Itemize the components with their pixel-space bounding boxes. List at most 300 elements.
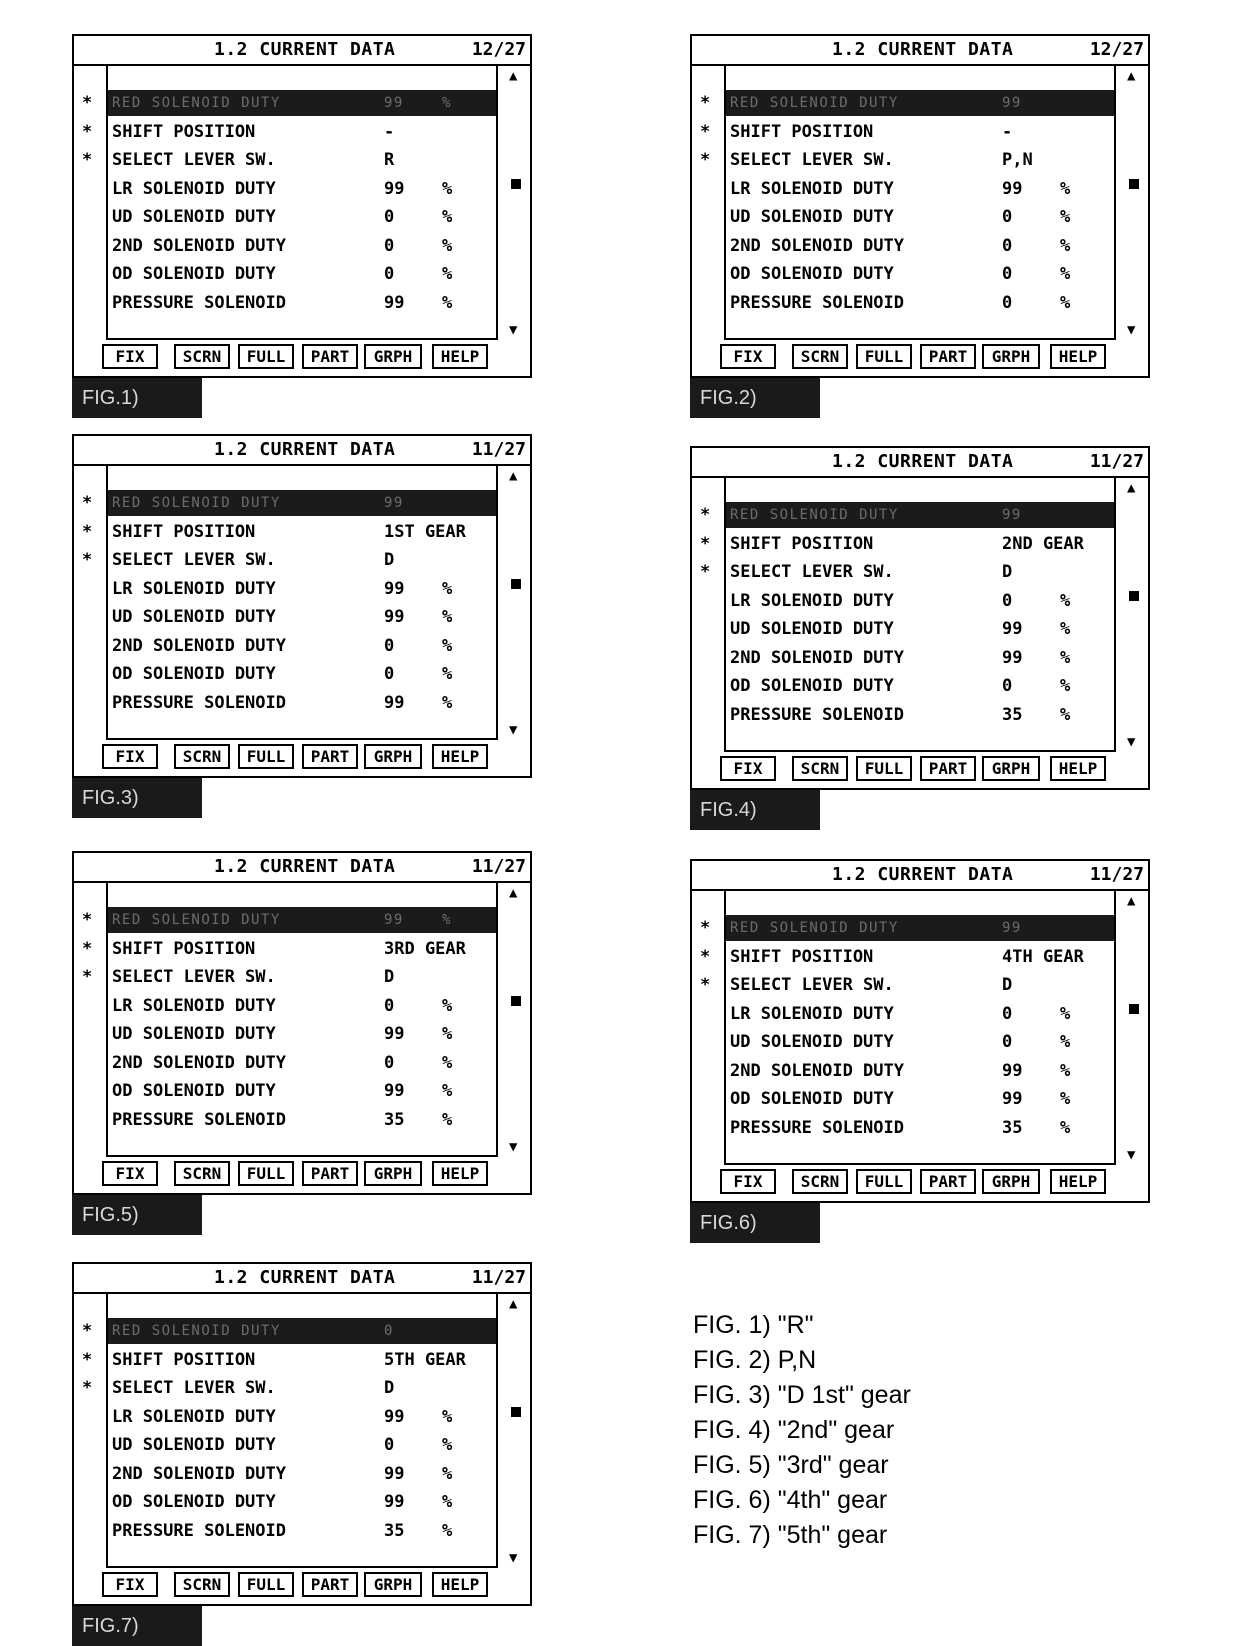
page-indicator: 12/27: [1089, 39, 1144, 60]
data-label: PRESSURE SOLENOID: [730, 704, 904, 725]
data-row[interactable]: [726, 559, 1114, 585]
fixed-item-marker: *: [82, 967, 93, 987]
data-row[interactable]: [726, 119, 1114, 145]
data-value: D: [384, 1378, 395, 1398]
function-key-part[interactable]: PART: [302, 1161, 358, 1186]
screen-header: [74, 853, 530, 883]
data-row[interactable]: [108, 547, 496, 573]
data-label: RED SOLENOID DUTY: [730, 507, 899, 523]
function-key-fix[interactable]: FIX: [720, 1169, 776, 1194]
screen-header: [74, 1264, 530, 1294]
data-row[interactable]: [108, 964, 496, 990]
data-row[interactable]: [108, 119, 496, 145]
data-value: 35: [384, 1109, 405, 1130]
data-unit: %: [442, 692, 453, 713]
legend-item: FIG. 3) "D 1st" gear: [693, 1381, 911, 1409]
data-value: 99: [384, 912, 404, 928]
data-row[interactable]: [726, 1086, 1114, 1112]
data-unit: %: [1060, 590, 1071, 611]
function-key-full[interactable]: FULL: [856, 1169, 912, 1194]
data-label: 2ND SOLENOID DUTY: [730, 1060, 904, 1081]
screen-title: 1.2 CURRENT DATA: [832, 864, 1014, 885]
fixed-item-marker: *: [700, 93, 711, 113]
data-unit: %: [1060, 704, 1071, 725]
data-list: [724, 64, 1116, 340]
data-label: OD SOLENOID DUTY: [112, 264, 276, 284]
data-label: UD SOLENOID DUTY: [112, 1435, 276, 1455]
data-value: 99: [384, 1024, 405, 1044]
page-indicator: 11/27: [471, 439, 526, 460]
figure-label: FIG.7): [72, 1606, 202, 1646]
screen-header: [74, 436, 530, 466]
data-row[interactable]: [108, 1375, 496, 1401]
function-key-fix[interactable]: FIX: [720, 344, 776, 369]
data-value: 0: [1002, 292, 1013, 313]
data-list: [106, 1292, 498, 1568]
scan-tool-screen: [690, 446, 1150, 790]
data-value: 99: [384, 178, 405, 199]
data-unit: %: [1060, 178, 1071, 199]
function-key-scrn[interactable]: SCRN: [792, 344, 848, 369]
data-row[interactable]: [108, 290, 496, 316]
scan-tool-panel: [690, 859, 1152, 1234]
data-label: LR SOLENOID DUTY: [112, 995, 276, 1016]
scroll-up-icon[interactable]: ▲: [509, 468, 518, 484]
data-value: -: [1002, 121, 1013, 142]
data-row[interactable]: [726, 261, 1114, 287]
function-key-help[interactable]: HELP: [1050, 756, 1106, 781]
data-row[interactable]: [108, 1347, 496, 1373]
scroll-thumb[interactable]: [1129, 179, 1139, 189]
legend-item: FIG. 5) "3rd" gear: [693, 1451, 889, 1479]
data-row[interactable]: [108, 233, 496, 259]
data-value: 0: [384, 207, 395, 227]
data-row[interactable]: [108, 1461, 496, 1487]
data-value: 4TH GEAR: [1002, 946, 1084, 967]
data-label: RED SOLENOID DUTY: [112, 1323, 281, 1339]
data-value: P,N: [1002, 150, 1033, 170]
data-value: 0: [1002, 676, 1013, 696]
data-list: [106, 881, 498, 1157]
function-key-scrn[interactable]: SCRN: [174, 1572, 230, 1597]
scrollbar[interactable]: [501, 881, 529, 1157]
data-value: 99: [384, 1492, 405, 1512]
scrollbar[interactable]: [501, 464, 529, 740]
function-key-full[interactable]: FULL: [238, 1161, 294, 1186]
data-row[interactable]: [726, 1058, 1114, 1084]
data-unit: %: [442, 292, 453, 313]
function-key-help[interactable]: HELP: [432, 1572, 488, 1597]
fixed-item-marker: *: [700, 505, 711, 525]
data-value: 99: [384, 1463, 405, 1484]
data-value: 99: [384, 95, 404, 111]
data-value: 1ST GEAR: [384, 521, 466, 542]
function-key-fix[interactable]: FIX: [102, 744, 158, 769]
data-row[interactable]: [108, 1318, 496, 1344]
data-value: 0: [1002, 207, 1013, 227]
data-row[interactable]: [108, 907, 496, 933]
function-key-grph[interactable]: GRPH: [364, 344, 422, 369]
function-key-grph[interactable]: GRPH: [982, 1169, 1040, 1194]
data-row[interactable]: [726, 1115, 1114, 1141]
screen-header: [692, 36, 1148, 66]
fixed-item-marker: *: [700, 918, 711, 938]
data-row[interactable]: [726, 702, 1114, 728]
data-row[interactable]: [108, 176, 496, 202]
data-label: UD SOLENOID DUTY: [112, 607, 276, 627]
data-value: 5TH GEAR: [384, 1349, 466, 1370]
function-key-grph[interactable]: GRPH: [364, 1161, 422, 1186]
data-value: 99: [1002, 647, 1023, 668]
scroll-up-icon[interactable]: ▲: [1127, 480, 1136, 496]
data-row[interactable]: [108, 90, 496, 116]
fixed-item-marker: *: [82, 493, 93, 513]
data-unit: %: [442, 607, 453, 627]
data-row[interactable]: [726, 531, 1114, 557]
data-unit: %: [442, 1406, 453, 1427]
fixed-item-marker: *: [82, 550, 93, 570]
data-label: UD SOLENOID DUTY: [112, 1024, 276, 1044]
function-key-fix[interactable]: FIX: [720, 756, 776, 781]
data-label: UD SOLENOID DUTY: [730, 619, 894, 639]
data-label: PRESSURE SOLENOID: [730, 1117, 904, 1138]
function-key-help[interactable]: HELP: [432, 744, 488, 769]
scan-tool-panel: [72, 1262, 534, 1637]
data-label: 2ND SOLENOID DUTY: [112, 635, 286, 656]
data-row[interactable]: [726, 233, 1114, 259]
data-row[interactable]: [726, 1001, 1114, 1027]
function-key-grph[interactable]: GRPH: [364, 1572, 422, 1597]
data-label: 2ND SOLENOID DUTY: [730, 235, 904, 256]
data-value: 3RD GEAR: [384, 938, 466, 959]
data-row[interactable]: [108, 1050, 496, 1076]
data-label: RED SOLENOID DUTY: [112, 495, 281, 511]
scroll-down-icon[interactable]: ▼: [1127, 734, 1136, 750]
data-unit: %: [442, 1520, 453, 1541]
scroll-down-icon[interactable]: ▼: [1127, 1147, 1136, 1163]
data-unit: %: [442, 235, 453, 256]
data-unit: %: [442, 1081, 453, 1101]
data-value: 99: [384, 578, 405, 599]
scroll-down-icon[interactable]: ▼: [1127, 322, 1136, 338]
page-indicator: 11/27: [471, 1267, 526, 1288]
fixed-item-marker: *: [700, 121, 711, 142]
data-row[interactable]: [108, 993, 496, 1019]
data-value: D: [384, 967, 395, 987]
scroll-thumb[interactable]: [511, 996, 521, 1006]
fixed-item-marker: *: [700, 150, 711, 170]
data-row[interactable]: [726, 1029, 1114, 1055]
function-key-part[interactable]: PART: [920, 1169, 976, 1194]
data-value: 35: [384, 1520, 405, 1541]
data-row[interactable]: [108, 576, 496, 602]
data-unit: %: [442, 1024, 453, 1044]
data-row[interactable]: [726, 616, 1114, 642]
function-key-scrn[interactable]: SCRN: [174, 744, 230, 769]
data-value: D: [1002, 562, 1013, 582]
legend-item: FIG. 7) "5th" gear: [693, 1521, 888, 1549]
scrollbar[interactable]: [1119, 476, 1147, 752]
scroll-thumb[interactable]: [511, 579, 521, 589]
data-value: 99: [1002, 95, 1022, 111]
function-key-grph[interactable]: GRPH: [364, 744, 422, 769]
data-row[interactable]: [108, 147, 496, 173]
data-row[interactable]: [726, 944, 1114, 970]
scroll-thumb[interactable]: [511, 179, 521, 189]
function-key-part[interactable]: PART: [920, 344, 976, 369]
screen-header: [692, 861, 1148, 891]
data-row[interactable]: [108, 690, 496, 716]
data-label: OD SOLENOID DUTY: [730, 676, 894, 696]
figure-legend: [693, 1308, 911, 1553]
function-key-full[interactable]: FULL: [238, 1572, 294, 1597]
function-key-full[interactable]: FULL: [856, 756, 912, 781]
data-value: 99: [384, 1081, 405, 1101]
fixed-item-marker: *: [700, 533, 711, 554]
function-key-scrn[interactable]: SCRN: [792, 756, 848, 781]
function-key-part[interactable]: PART: [302, 744, 358, 769]
data-row[interactable]: [108, 1404, 496, 1430]
data-label: UD SOLENOID DUTY: [730, 207, 894, 227]
data-row[interactable]: [726, 588, 1114, 614]
figure-label: FIG.3): [72, 778, 202, 818]
data-value: 0: [384, 1435, 395, 1455]
data-unit: %: [442, 1492, 453, 1512]
function-key-grph[interactable]: GRPH: [982, 756, 1040, 781]
data-value: 99: [1002, 507, 1022, 523]
scroll-thumb[interactable]: [1129, 1004, 1139, 1014]
function-key-scrn[interactable]: SCRN: [174, 344, 230, 369]
scrollbar[interactable]: [501, 64, 529, 340]
function-key-fix[interactable]: FIX: [102, 1572, 158, 1597]
function-key-fix[interactable]: FIX: [102, 1161, 158, 1186]
data-label: SELECT LEVER SW.: [730, 975, 894, 995]
data-label: SELECT LEVER SW.: [112, 150, 276, 170]
scrollbar[interactable]: [501, 1292, 529, 1568]
data-row[interactable]: [108, 1078, 496, 1104]
scroll-up-icon[interactable]: ▲: [1127, 893, 1136, 909]
data-value: 99: [1002, 1060, 1023, 1081]
fixed-item-marker: *: [82, 1378, 93, 1398]
scroll-up-icon[interactable]: ▲: [509, 68, 518, 84]
data-label: RED SOLENOID DUTY: [112, 95, 281, 111]
data-label: SELECT LEVER SW.: [112, 967, 276, 987]
function-key-bar: [74, 738, 530, 776]
scan-tool-screen: [72, 434, 532, 778]
function-key-scrn[interactable]: SCRN: [174, 1161, 230, 1186]
data-value: 99: [384, 1406, 405, 1427]
legend-item: FIG. 4) "2nd" gear: [693, 1416, 895, 1444]
data-label: SHIFT POSITION: [730, 946, 874, 967]
data-row[interactable]: [108, 1107, 496, 1133]
function-key-bar: [74, 1566, 530, 1604]
data-row[interactable]: [726, 147, 1114, 173]
screen-header: [74, 36, 530, 66]
screen-title: 1.2 CURRENT DATA: [214, 1267, 396, 1288]
scan-tool-panel: [690, 34, 1152, 409]
fixed-item-marker: *: [700, 562, 711, 582]
data-row[interactable]: [108, 204, 496, 230]
scrollbar[interactable]: [1119, 64, 1147, 340]
function-key-full[interactable]: FULL: [238, 344, 294, 369]
data-label: SELECT LEVER SW.: [112, 1378, 276, 1398]
data-value: 0: [384, 264, 395, 284]
fixed-item-marker: *: [700, 946, 711, 967]
scrollbar[interactable]: [1119, 889, 1147, 1165]
function-key-help[interactable]: HELP: [1050, 1169, 1106, 1194]
data-label: UD SOLENOID DUTY: [112, 207, 276, 227]
data-value: 0: [1002, 590, 1013, 611]
scroll-down-icon[interactable]: ▼: [509, 1139, 518, 1155]
data-row[interactable]: [726, 176, 1114, 202]
data-row[interactable]: [108, 936, 496, 962]
function-key-help[interactable]: HELP: [1050, 344, 1106, 369]
data-label: 2ND SOLENOID DUTY: [730, 647, 904, 668]
data-row[interactable]: [726, 645, 1114, 671]
data-label: LR SOLENOID DUTY: [112, 1406, 276, 1427]
screen-title: 1.2 CURRENT DATA: [214, 439, 396, 460]
scroll-thumb[interactable]: [511, 1407, 521, 1417]
data-value: 0: [1002, 235, 1013, 256]
data-unit: %: [1060, 1060, 1071, 1081]
data-value: 0: [384, 1052, 395, 1073]
function-key-grph[interactable]: GRPH: [982, 344, 1040, 369]
function-key-help[interactable]: HELP: [432, 344, 488, 369]
scroll-up-icon[interactable]: ▲: [509, 1296, 518, 1312]
data-label: SHIFT POSITION: [730, 121, 874, 142]
scroll-down-icon[interactable]: ▼: [509, 1550, 518, 1566]
scroll-up-icon[interactable]: ▲: [509, 885, 518, 901]
data-row[interactable]: [108, 661, 496, 687]
data-value: 0: [1002, 264, 1013, 284]
function-key-fix[interactable]: FIX: [102, 344, 158, 369]
data-label: LR SOLENOID DUTY: [112, 178, 276, 199]
data-row[interactable]: [108, 261, 496, 287]
data-row[interactable]: [108, 1432, 496, 1458]
data-label: RED SOLENOID DUTY: [730, 920, 899, 936]
function-key-bar: [74, 1155, 530, 1193]
function-key-scrn[interactable]: SCRN: [792, 1169, 848, 1194]
legend-item: FIG. 1) "R": [693, 1311, 814, 1339]
function-key-help[interactable]: HELP: [432, 1161, 488, 1186]
screen-title: 1.2 CURRENT DATA: [214, 856, 396, 877]
function-key-bar: [74, 338, 530, 376]
data-value: 0: [1002, 1032, 1013, 1052]
page-indicator: 11/27: [1089, 451, 1144, 472]
fixed-item-marker: *: [82, 910, 93, 930]
data-label: SELECT LEVER SW.: [730, 150, 894, 170]
data-unit: %: [442, 635, 453, 656]
fixed-item-marker: *: [82, 93, 93, 113]
data-row[interactable]: [108, 519, 496, 545]
data-value: 99: [1002, 619, 1023, 639]
scan-tool-screen: [72, 851, 532, 1195]
data-value: 99: [1002, 920, 1022, 936]
figure-label: FIG.2): [690, 378, 820, 418]
screen-header: [692, 448, 1148, 478]
scan-tool-screen: [690, 859, 1150, 1203]
data-unit: %: [1060, 1032, 1071, 1052]
data-label: OD SOLENOID DUTY: [112, 664, 276, 684]
data-label: OD SOLENOID DUTY: [730, 264, 894, 284]
data-label: PRESSURE SOLENOID: [112, 1520, 286, 1541]
function-key-full[interactable]: FULL: [856, 344, 912, 369]
data-row[interactable]: [726, 204, 1114, 230]
data-row[interactable]: [108, 1518, 496, 1544]
data-label: SHIFT POSITION: [730, 533, 874, 554]
data-row[interactable]: [108, 490, 496, 516]
fixed-item-marker: *: [82, 121, 93, 142]
scroll-up-icon[interactable]: ▲: [1127, 68, 1136, 84]
data-unit: %: [442, 578, 453, 599]
data-label: SHIFT POSITION: [112, 121, 256, 142]
data-unit: %: [1060, 207, 1071, 227]
data-unit: %: [442, 95, 452, 111]
data-label: SELECT LEVER SW.: [112, 550, 276, 570]
function-key-part[interactable]: PART: [302, 1572, 358, 1597]
scroll-down-icon[interactable]: ▼: [509, 722, 518, 738]
function-key-full[interactable]: FULL: [238, 744, 294, 769]
data-label: PRESSURE SOLENOID: [112, 1109, 286, 1130]
data-unit: %: [1060, 676, 1071, 696]
scroll-thumb[interactable]: [1129, 591, 1139, 601]
data-unit: %: [1060, 1089, 1071, 1109]
data-label: RED SOLENOID DUTY: [730, 95, 899, 111]
data-value: 99: [384, 607, 405, 627]
page-indicator: 12/27: [471, 39, 526, 60]
data-row[interactable]: [726, 673, 1114, 699]
data-label: 2ND SOLENOID DUTY: [112, 1052, 286, 1073]
data-list: [106, 464, 498, 740]
data-label: RED SOLENOID DUTY: [112, 912, 281, 928]
data-row[interactable]: [108, 604, 496, 630]
data-unit: %: [442, 1435, 453, 1455]
function-key-part[interactable]: PART: [920, 756, 976, 781]
figure-label: FIG.6): [690, 1203, 820, 1243]
scroll-down-icon[interactable]: ▼: [509, 322, 518, 338]
function-key-part[interactable]: PART: [302, 344, 358, 369]
data-row[interactable]: [108, 633, 496, 659]
data-row[interactable]: [726, 502, 1114, 528]
data-value: -: [384, 121, 395, 142]
data-label: SHIFT POSITION: [112, 521, 256, 542]
figure-label: FIG.1): [72, 378, 202, 418]
data-value: 0: [384, 635, 395, 656]
data-row[interactable]: [108, 1489, 496, 1515]
fixed-item-marker: *: [82, 938, 93, 959]
data-value: 0: [384, 235, 395, 256]
data-value: R: [384, 150, 395, 170]
data-label: SELECT LEVER SW.: [730, 562, 894, 582]
data-row[interactable]: [726, 972, 1114, 998]
data-label: 2ND SOLENOID DUTY: [112, 1463, 286, 1484]
data-list: [724, 889, 1116, 1165]
data-row[interactable]: [726, 915, 1114, 941]
data-value: 2ND GEAR: [1002, 533, 1084, 554]
data-row[interactable]: [108, 1021, 496, 1047]
data-value: 35: [1002, 1117, 1023, 1138]
data-label: SHIFT POSITION: [112, 1349, 256, 1370]
data-label: LR SOLENOID DUTY: [730, 1003, 894, 1024]
data-unit: %: [1060, 264, 1071, 284]
data-row[interactable]: [726, 90, 1114, 116]
function-key-bar: [692, 750, 1148, 788]
data-row[interactable]: [726, 290, 1114, 316]
data-unit: %: [442, 178, 453, 199]
data-unit: %: [442, 664, 453, 684]
data-unit: %: [442, 912, 452, 928]
data-value: 99: [384, 292, 405, 313]
